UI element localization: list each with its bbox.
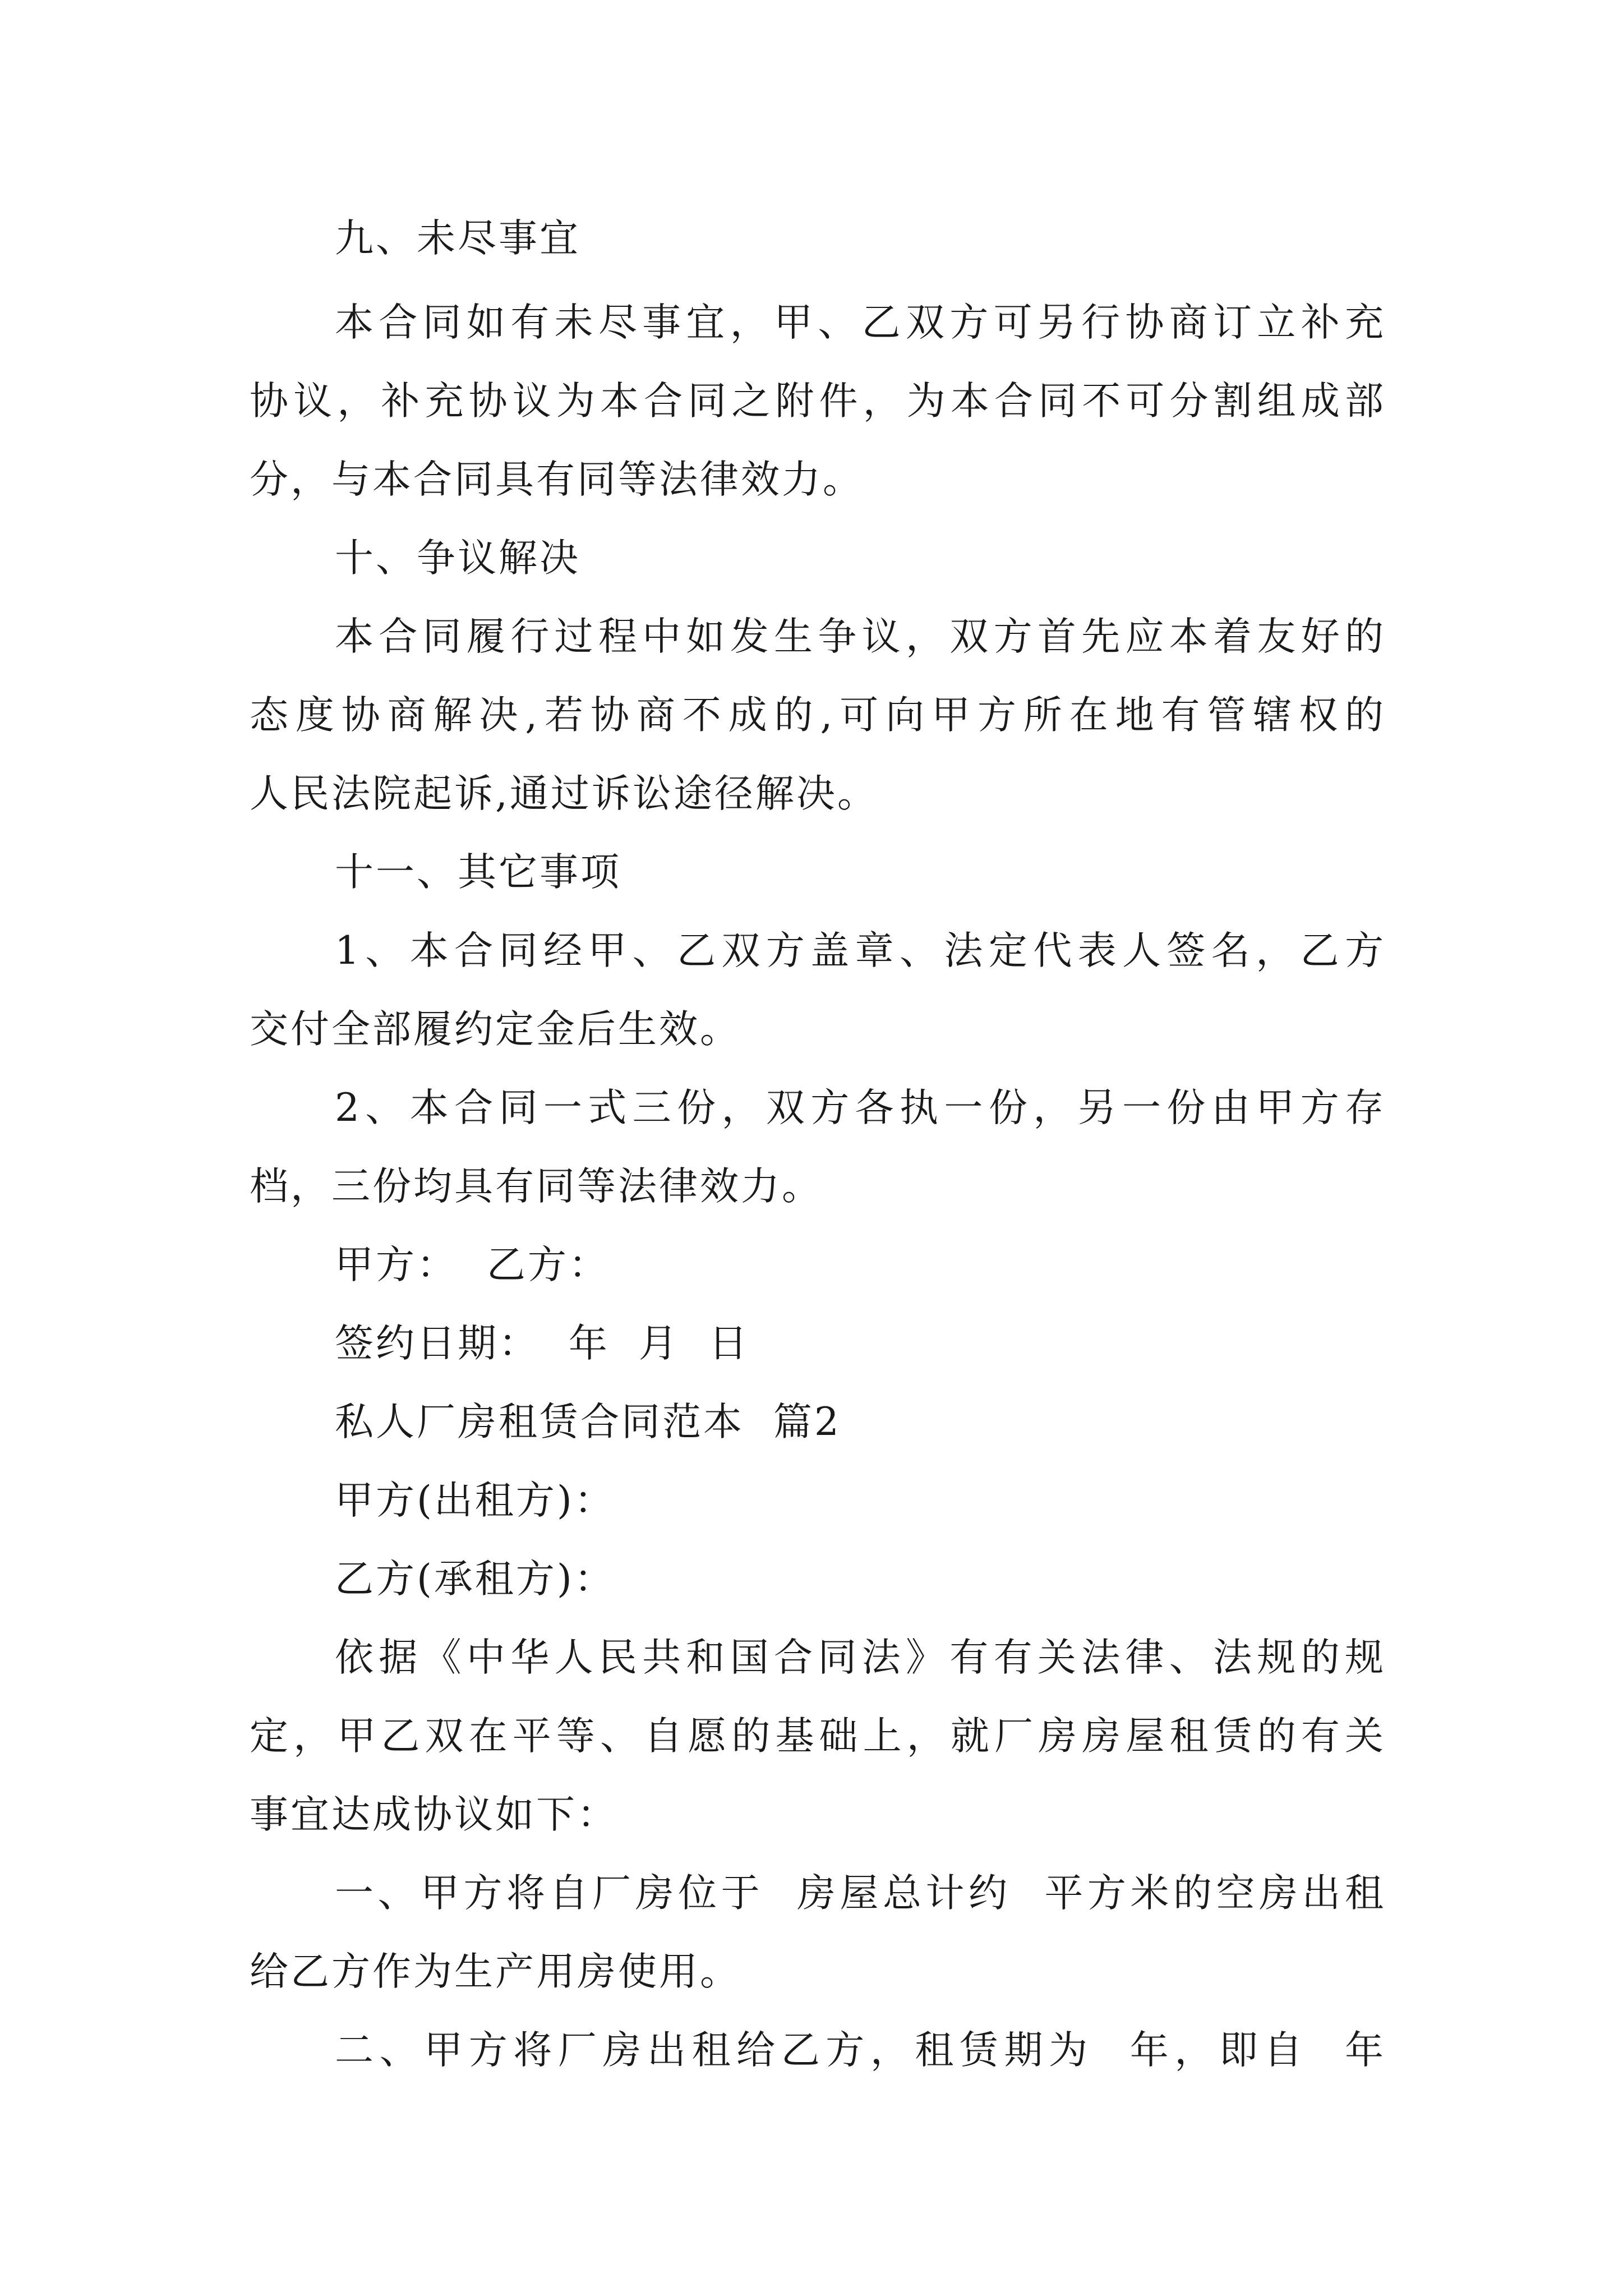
paragraph-line: 1、本合同经甲、乙双方盖章、法定代表人签名，乙方 (335, 928, 1386, 973)
section-heading-10: 十、争议解决 (335, 536, 580, 581)
paragraph-line: 本合同如有未尽事宜，甲、乙双方可另行协商订立补充 (335, 300, 1386, 345)
signing-date: 签约日期： 年 月 日 (335, 1321, 750, 1366)
party-a-lessor: 甲方(出租方)： (335, 1478, 615, 1523)
signature-parties: 甲方： 乙方： (335, 1243, 610, 1287)
paragraph-line: 交付全部履约定金后生效。 (250, 1007, 741, 1052)
paragraph-line: 定，甲乙双在平等、自愿的基础上，就厂房房屋租赁的有关 (250, 1714, 1386, 1759)
paragraph-line: 2、本合同一式三份，双方各执一份，另一份由甲方存 (335, 1085, 1386, 1130)
paragraph-line: 分，与本合同具有同等法律效力。 (250, 457, 864, 502)
paragraph-line: 二、甲方将厂房出租给乙方，租赁期为 年，即自 年 (335, 2028, 1386, 2073)
paragraph-line: 人民法院起诉,通过诉讼途径解决。 (250, 771, 878, 816)
contract-title: 私人厂房租赁合同范本 篇2 (335, 1400, 841, 1444)
section-heading-11: 十一、其它事项 (335, 850, 621, 895)
paragraph-line: 本合同履行过程中如发生争议，双方首先应本着友好的 (335, 614, 1386, 659)
paragraph-line: 给乙方作为生产用房使用。 (250, 1949, 741, 1994)
paragraph-line: 态度协商解决,若协商不成的,可向甲方所在地有管辖权的 (250, 693, 1386, 738)
paragraph-line: 档，三份均具有同等法律效力。 (250, 1164, 823, 1209)
party-b-lessee: 乙方(承租方)： (335, 1557, 615, 1602)
paragraph-line: 依据《中华人民共和国合同法》有有关法律、法规的规 (335, 1635, 1386, 1680)
paragraph-line: 协议，补充协议为本合同之附件，为本合同不可分割组成部 (250, 379, 1386, 424)
paragraph-line: 一、甲方将自厂房位于 房屋总计约 平方米的空房出租 (335, 1871, 1386, 1916)
section-heading-9: 九、未尽事宜 (335, 216, 580, 261)
paragraph-line: 事宜达成协议如下： (250, 1792, 618, 1837)
